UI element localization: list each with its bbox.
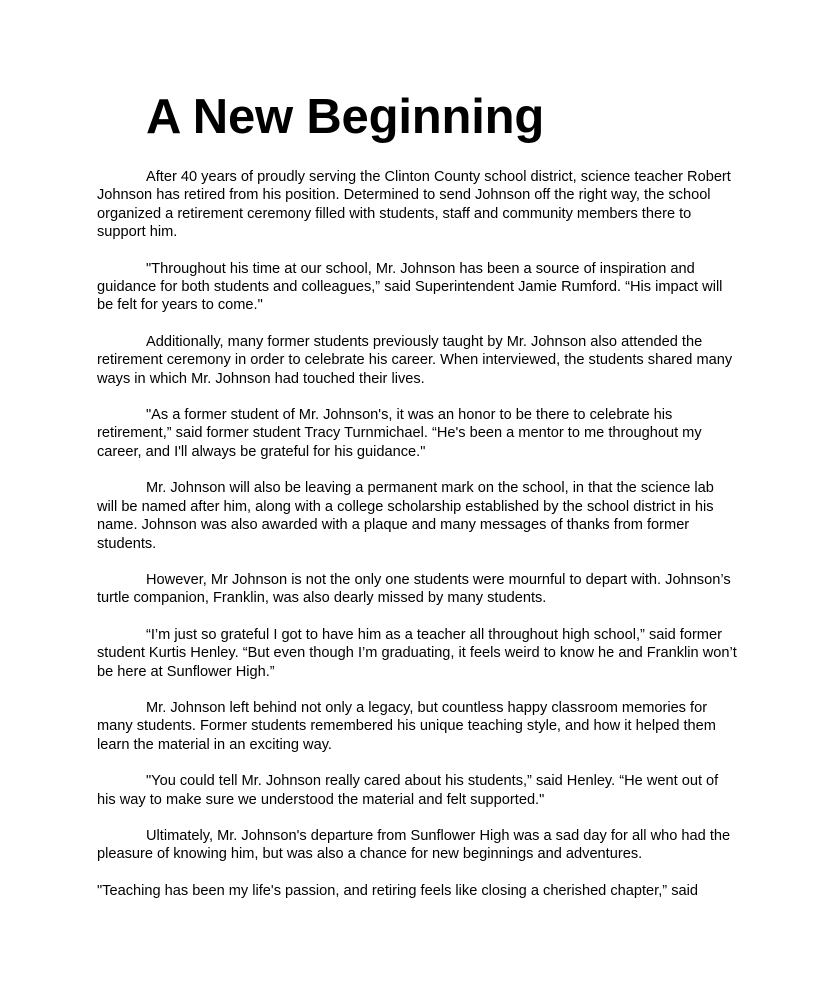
paragraph-3: Additionally, many former students previously taught by Mr. Johnson also attended the retirement ceremony in order to celebrate his career. When interviewed, the students shared many ways in which Mr. Johnson had touched their lives. xyxy=(97,333,733,387)
paragraph-4: "As a former student of Mr. Johnson's, it was an honor to be there to celebrate his retirement,” said former student Tracy Turnmichael. “He's been a mentor to me throughout my career, and I'll always be grateful for his guidance." xyxy=(97,407,702,460)
article-title: A New Beginning xyxy=(146,90,545,144)
paragraph-6: However, Mr Johnson is not the only one students were mournful to depart with. Johnson’s turtle companion, Franklin, was also dearly missed by many students. xyxy=(97,571,731,607)
article-body xyxy=(97,168,737,918)
paragraph-1: After 40 years of proudly serving the Clinton County school district, science teacher Robert Johnson has retired from his position. Determined to send Johnson off the right way, the school organized a retirement ceremony filled with students, staff and community members there to support him. xyxy=(97,169,731,241)
paragraph-11: "Teaching has been my life's passion, and retiring feels like closing a cherished chapter,” said xyxy=(97,882,698,899)
paragraph-10: Ultimately, Mr. Johnson's departure from Sunflower High was a sad day for all who had the pleasure of knowing him, but was also a chance for new beginnings and adventures. xyxy=(97,827,731,863)
paragraph-9: "You could tell Mr. Johnson really cared about his students,” said Henley. “He went out of his way to make sure we understood the material and felt supported." xyxy=(97,773,719,808)
paragraph-8: Mr. Johnson left behind not only a legacy, but countless happy classroom memories for many students. Former students remembered his unique teaching style, and how it helped them learn the material in an exciting way. xyxy=(97,699,716,753)
paragraph-7: “I’m just so grateful I got to have him as a teacher all throughout high school,” said former student Kurtis Henley. “But even though I’m graduating, it feels weird to know he and Franklin won’t be here at Sunflower High.” xyxy=(97,626,737,680)
paragraph-5: Mr. Johnson will also be leaving a permanent mark on the school, in that the science lab will be named after him, along with a college scholarship established by the school district in his name. Johnson was also awarded with a plaque and many messages of thanks from former students. xyxy=(97,480,714,552)
paragraph-2: "Throughout his time at our school, Mr. Johnson has been a source of inspiration and guidance for both students and colleagues,” said Superintendent Jamie Rumford. “His impact will be felt for years to come." xyxy=(97,260,723,314)
